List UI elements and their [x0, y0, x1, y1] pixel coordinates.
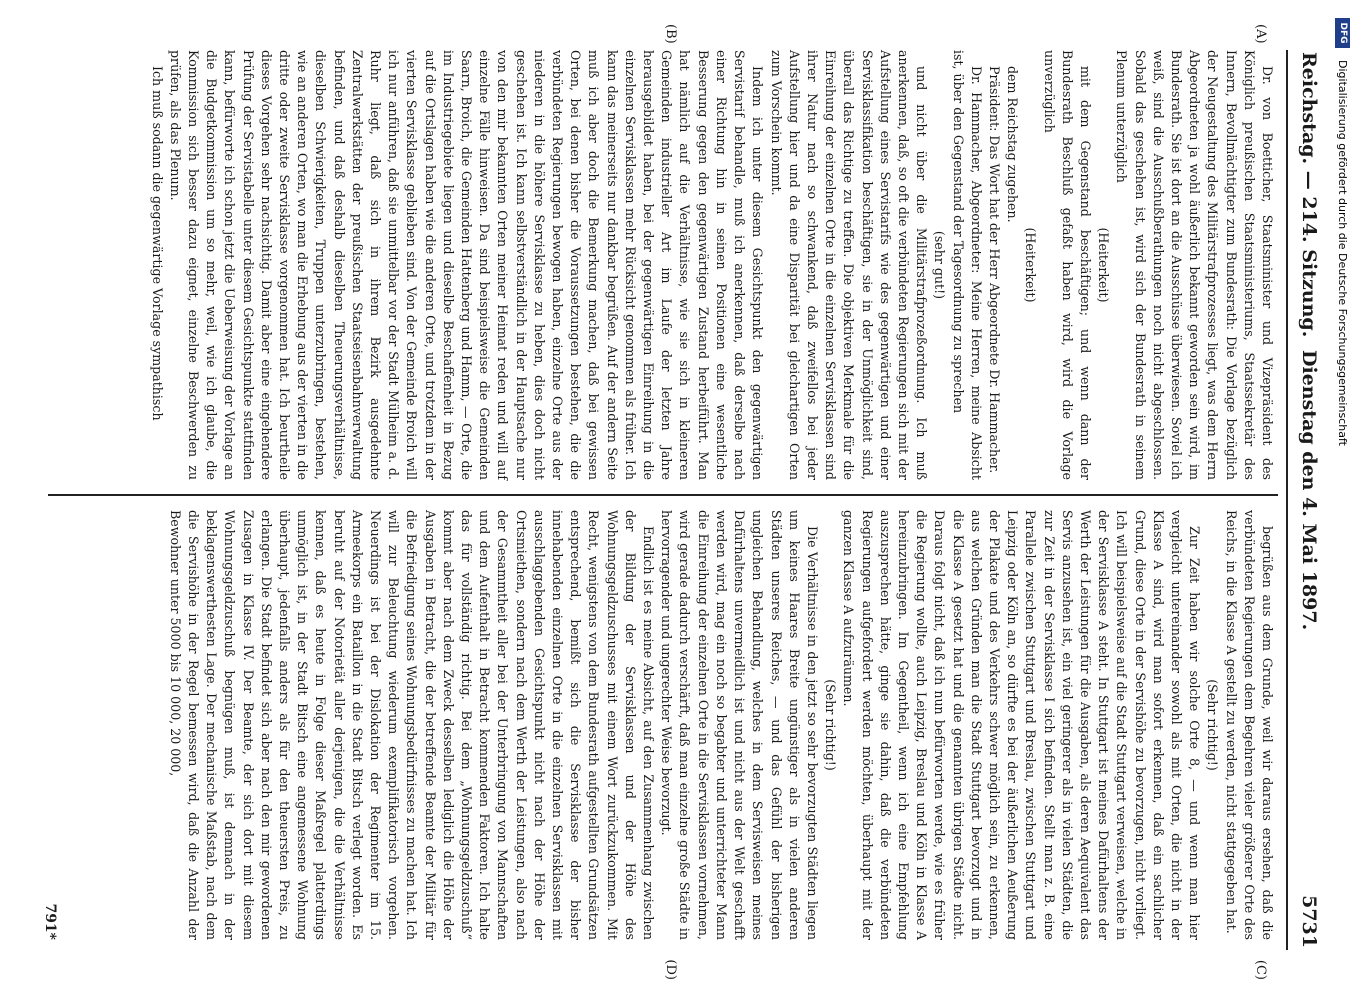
column-divider — [48, 494, 1278, 496]
right-paragraph: Die Verhältnisse in den jetzt so sehr bevorzugten Städten liegen um keines Haares Breite ungünstiger als in vielen anderen Städten unseres Reiches, — und das Gefühl der bisherigen ungleichen Behandlung, welches in dem Servisweisen meines Dafürhaltens unvermeidlich ist und nicht aus der Welt geschafft werden wird, mag ein noch so begabter und unterrichteter Mann die Einreihung der einzelnen Orte in die Servisklassen vornehmen, wird gerade dadurch verschärft, daß man einzelne große Städte in hervorragender und ungerechter Weise bevorzugt. — [659, 510, 820, 940]
margin-marker-b: (B) — [663, 24, 678, 44]
left-interjection: (Heiterkeit) — [1096, 227, 1112, 303]
right-interjection: (Sehr richtig!) — [823, 679, 839, 771]
left-column — [46, 50, 1276, 480]
right-paragraph: Endlich ist es meine Absicht, auf den Zusammenhang zwischen der Bildung der Servisklassen und der Höhe des Wohnungsgeldzuschusses mit einem Wort zurückzukommen. Mit Recht, wenigstens von dem Bundesrath aufgestellten Grundsätzen entsprechend, bemißt sich die Servisklasse der bisher innehabenden einzelnen Orte in die einzelnen Servisklassen mit ausschlaggebenden Gesichtspunkt nicht nach der Höhe der Ortsmiethen, sondern nach dem Werth der Leistungen, also nach der Gesammtheit aller bei der Unterbringung von Mannschaften und dem Aufenthalt in Betracht kommenden Faktoren. Ich halte das für vollständig richtig. Bei dem „Wohnungsgeldzuschuß“ kommt aber nach dem Zweck desselben lediglich die Höhe der Ausgaben in Betracht, die der betreffende Beamte der Militär für die Befriedigung seines Wohnungsbedürfnisses zu machen hat. Ich will zur Beleuchtung wiederum exemplifikatorisch vorgehen. Neuerdings ist bei der Dislokation der Regimenter im 15. Armeekorps ein Bataillon in die Stadt Bitsch verlegt worden. Es beruht auf der Notorietät aller derjenigen, die die Verhältnisse kennen, daß es heute in Folge dieser Maßregel platterdings unmöglich ist, in der Stadt Bitsch eine angemessene Wohnung überhaupt, jedenfalls anders als für den theuersten Preis, zu erlangen. Die Stadt befindet sich aber nach den mir gewordenen Zusagen in Klasse IV. Der Beamte, der sich dort mit diesem Wohnungsgeldzuschuß begnügen muß, ist demnach in der beklagenswerthesten Lage. Der mechanische Maßstab, nach dem die Servishöhe in der Regel bemessen wird, daß die Anzahl der Bewohner unter 5000 bis 10 000, 20 000, — [167, 510, 657, 940]
left-paragraph: dem Reichstag zugehen. — [1005, 66, 1021, 223]
margin-marker-a: (A) — [1253, 24, 1268, 44]
left-paragraph: Dr. Hammacher, Abgeordneter: Meine Herren, meine Absicht ist, über den Gegenstand der Tagesordnung zu sprechen — [950, 50, 984, 480]
left-paragraph: Indem ich unter diesem Gesichtspunkt den gegenwärtigen Servistarif behandle, muß ich anerkennen, daß derselbe nach einer Richtung hin in seinen Positionen eine wesentliche Besserung gegen den gegenwärtigen Zustand herbeiführt. Man hat nämlich auf die Verhältnisse, wie sie sich in kleineren Gemeinden industrieller Art im Laufe der letzten Jahre herausgebildet haben, bei der gegenwärtigen Einreihung in die einzelnen Servisklassen mehr Rücksicht genommen als früher. Ich kann das meinerseits nur dankbar begrüßen. Auf der andern Seite muß ich aber doch die Bemerkung machen, daß bei gewissen Orten, bei denen bisher die Voraussetzungen bestehen, die die verbündeten Regierungen bewogen haben, einzelne Orte aus der niederen in die höhere Servisklasse zu heben, dies doch nicht geschehen ist. Ich kann selbstverständlich in der Hauptsache nur von den mir bekannten Orten meiner Heimat reden und will auf einzelne Fälle hinweisen. Da sind beispielsweise die Gemeinden Saarn, Broich, die Gemeinden Hattenberg und Hamm, — Orte, die im Industriegebiete liegen und dieselbe Beschaffenheit in Bezug auf die Ortslagen haben wie die anderen Orte, und trotzdem in der vierten Servisklasse geblieben sind. Von der Gemeinde Broich will ich nur anführen, daß sie unmittelbar vor der Stadt Mülheim a. d. Ruhr liegt, daß sich in ihrem Bezirk ausgedehnte Zentralwerkstätten der preußischen Staatseisenbahnverwaltung befinden, und daß deshalb dieselben Theuerungsverhältnisse, dieselben Schwierigkeiten, Truppen unterzubringen, bestehen, wie an anderen Orten, wo man die Erhebung aus der vierten in die dritte oder zweite Servisklasse vorgenommen hat. Ich beurtheile dieses Vorgehen sehr nachsichtig. Damit aber eine eingehendere Prüfung der Servistabelle unter diesem Gesichtspunkte stattfinden kann, befürworte ich schon jetzt die Ueberweisung der Vorlage an die Budgetkommission um so mehr, weil, wie ich glaube, die Kommission sich besser dazu eignet, einzelne Beschwerden zu prüfen, als das Plenum. — [167, 50, 766, 480]
page-number: 5731 — [1298, 895, 1320, 948]
right-paragraph: begrüßen aus dem Grunde, weil wir daraus ersehen, daß die verbündeten Regierungen dem Begehren vieler größerer Orte des Reichs, in die Klasse A gestellt zu werden, nicht stattgegeben hat. — [1223, 510, 1275, 940]
left-paragraph: Ich muß sodann die gegenwärtige Vorlage sympathisch — [149, 66, 165, 421]
left-paragraph: Dr. von Boetticher, Staatsminister und Vizepräsident des Königlich preußischen Staatsministeriums, Staatssekretär des Innern, Bevollmächtigter zum Bundesrath: Die Vorlage bezüglich der Neugestaltung des Militärstrafprozesses liegt, was dem Herrn Abgeordneten ja wohl äußerlich bekannt geworden sein wird, im Bundesrath. Sie ist dort an die Ausschüsse überwiesen. Soviel ich weiß, sind die Ausschußberathungen noch nicht abgeschlossen. Sobald das geschehen ist, wird sich der Bundesrath in seinem Plenum unterzüglich — [1114, 50, 1275, 480]
page-header — [1286, 50, 1328, 950]
signature-number: 791* — [42, 903, 58, 940]
digitization-credit — [1331, 0, 1353, 1000]
margin-marker-d: (D) — [663, 959, 678, 980]
header-session: Reichstag. — 214. Sitzung. — [1298, 52, 1320, 338]
dfg-logo: DFG — [1335, 18, 1350, 48]
left-paragraph: und nicht über die Militärstrafprozeßordnung. Ich muß anerkennen, daß, so oft die verbündeten Regierungen sich mit der Aufstellung eines Servistarifs wie des gegenwärtigen und einer Servisklassifikation beschäftigen, sie in der Unmöglichkeit sind, überall das Richtige zu treffen. Die objektiven Merkmale für die Einreihung der einzelnen Orte in die einzelnen Servisklassen sind ihrer Natur nach so schwankend, daß zweifellos bei jeder Aufstellung hier und da eine Disparität bei gleichartigen Orten zum Vorschein kommt. — [768, 50, 930, 480]
right-column — [46, 510, 1276, 940]
margin-marker-c: (C) — [1253, 959, 1268, 980]
header-date: Dienstag den 4. Mai 1897. — [1298, 350, 1320, 631]
right-interjection: (Sehr richtig!) — [1205, 679, 1221, 771]
credit-text: Digitalisierung gefördert durch die Deutsche Forschungsgemeinschaft — [1336, 60, 1349, 446]
left-interjection: (sehr gut!) — [932, 230, 948, 300]
document-sheet — [38, 24, 1328, 980]
right-paragraph: Zur Zeit haben wir solche Orte 8, — und wenn man hier vergleicht untereinander sowohl als mit Orten, die nicht in der Klasse A sind, wird man sofort erkennen, daß ein sachlicher Grund, diese Orte in der Servishöhe zu bevorzugen, nicht vorliegt. Ich will beispielsweise auf die Stadt Stuttgart verweisen, welche in der Servisklasse A steht. In Stuttgart ist meines Dafürhaltens der Werth der Leistungen für die Ausgaben, als deren Aequivalent das Servis anzusehen ist, ein viel geringerer als in vielen Städten, die zur Zeit in der Servisklasse I sich befinden. Stellt man z. B. eine Parallele zwischen Stuttgart und Breslau, zwischen Stuttgart und Leipzig oder Köln an, so dürfte es bei der äußerlichen Aeußerung der Plakate und des Verkehrs schwer möglich sein, zu erkennen, aus welchen Gründen man die Stadt Stuttgart bevorzugt und in die Klasse A gesetzt hat und die genannten übrigen Städte nicht. Daraus folgt nicht, daß ich nun befürworten werde, wie es früher die Regierung wollte, auch Leipzig, Breslau und Köln in Klasse A hereinzubringen. Im Gegentheil, wenn ich eine Empfehlung auszusprechen hätte, ginge sie dahin, daß die verbündeten Regierungen aufgefordert werden möchten, überhaupt mit der ganzen Klasse A aufzuräumen. — [841, 510, 1203, 940]
left-paragraph: mit dem Gegenstand beschäftigen; und wenn dann der Bundesrath Beschluß gefaßt haben wird, wird die Vorlage unverzüglich — [1041, 50, 1093, 480]
left-interjection: (Heiterkeit) — [1023, 227, 1039, 303]
left-paragraph: Präsident: Das Wort hat der Herr Abgeordnete Dr. Hammacher. — [986, 66, 1002, 474]
